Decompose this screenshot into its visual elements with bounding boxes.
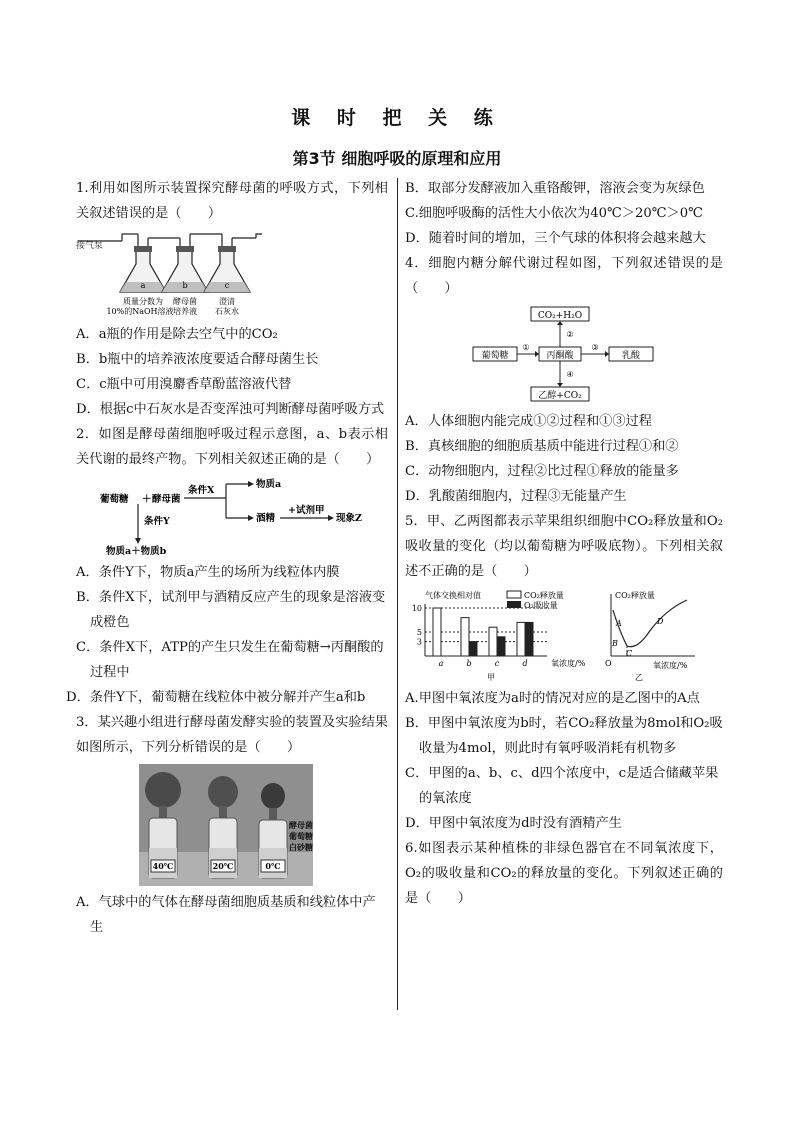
column-divider: [397, 178, 398, 1010]
q6-stem: 6.如图表示某种植株的非绿色器官在不同氧浓度下，O₂的吸收量和CO₂的释放量的变化。下列叙述正确的是（ ）: [405, 841, 723, 906]
bar-co2: [461, 618, 469, 656]
flask-a-label: a: [140, 281, 146, 290]
q2-glucose: 葡萄糖: [100, 494, 129, 505]
process-4: ④: [566, 370, 574, 379]
q2-condition-x: 条件X: [188, 485, 215, 496]
flask-a-caption-1: 质量分数为: [123, 297, 163, 306]
q2-plus: ＋: [142, 494, 152, 505]
q3-option-d: D．随着时间的增加，三个气球的体积将会越来越大: [405, 231, 706, 246]
chart-yi-name: 乙: [635, 673, 643, 682]
pump-label: 接气泵: [76, 241, 104, 251]
left-column: [66, 176, 388, 940]
q4-option-b: B．真核细胞的细胞质基质中能进行过程①和②: [405, 439, 679, 454]
ethanol-box: 乙醇+CO₂: [538, 391, 582, 401]
q2-option-c: C．条件X下，ATP的产生只发生在葡萄糖→丙酮酸的过程中: [76, 640, 384, 680]
bar-co2: [433, 608, 441, 656]
flask-c-label: c: [224, 281, 230, 290]
flask-a-caption-2: 10%的NaOH溶液: [106, 307, 174, 316]
q2-stem: 2．如图是酵母菌细胞呼吸过程示意图，a、b表示相关代谢的最终产物。下列相关叙述正确的是（ ）: [76, 427, 388, 467]
q2-option-d: D．条件Y下，葡萄糖在线粒体中被分解并产生a和b: [66, 690, 366, 705]
flask-b-caption-2: 培养液: [173, 307, 197, 316]
chart-jia-ylabel: 气体交换相对值: [425, 591, 481, 600]
legend-o2: O₂吸收量: [524, 601, 558, 610]
flask-b-label: b: [182, 281, 188, 290]
q1-stem: 1.利用如图所示装置探究酵母菌的呼吸方式，下列相关叙述错误的是（ ）: [76, 181, 388, 221]
q2-yeast: 酵母菌: [152, 494, 181, 505]
section-title: 第3节 细胞呼吸的原理和应用: [292, 149, 502, 168]
q5-option-c: C．甲图的a、b、c、d四个浓度中，c是适合储藏苹果的氧浓度: [405, 766, 719, 806]
q5-charts: [405, 586, 723, 684]
bar-o2: [469, 642, 477, 656]
q3-option-a: A．气球中的气体在酵母菌细胞质基质和线粒体中产生: [76, 895, 376, 935]
flask-c-caption-1: 澄清: [219, 297, 235, 306]
flask-c-caption-2: 石灰水: [215, 307, 239, 316]
category-label: b: [466, 659, 472, 668]
temp-0: 0℃: [265, 861, 281, 871]
point-c: C: [626, 649, 633, 658]
q4-option-c: C．动物细胞内，过程②比过程①释放的能量多: [405, 464, 679, 479]
q2-substances-ab: 物质a＋物质b: [106, 546, 167, 557]
bar-o2: [525, 622, 533, 656]
chart-jia-name: 甲: [487, 673, 495, 682]
q2-condition-y: 条件Y: [144, 516, 170, 527]
point-b: B: [612, 639, 618, 648]
bar-co2: [489, 627, 497, 656]
y-tick-label: 10: [411, 604, 422, 613]
category-label: a: [438, 659, 444, 668]
process-3: ③: [591, 343, 599, 352]
q3-stem: 3．某兴趣小组进行酵母菌发酵实验的装置及实验结果如图所示，下列分析错误的是（ ）: [76, 715, 388, 755]
chart-yi-curve: [613, 600, 687, 647]
temp-40: 40℃: [152, 861, 174, 871]
process-1: ①: [522, 343, 530, 352]
flask-b-caption-1: 酵母菌: [173, 297, 197, 306]
q3-option-b: B．取部分发酵液加入重铬酸钾，溶液会变为灰绿色: [405, 181, 705, 196]
q3-option-c: C.细胞呼吸酶的活性大小依次为40℃＞20℃＞0℃: [405, 206, 703, 221]
q2-option-a: A．条件Y下，物质a产生的场所为线粒体内膜: [76, 565, 340, 580]
q4-option-d: D．乳酸菌细胞内，过程③无能量产生: [405, 489, 627, 504]
q2-option-b: B．条件X下，试剂甲与酒精反应产生的现象是溶液变成橙色: [76, 590, 386, 630]
q3-fermentation-photo: [139, 764, 313, 886]
q1-option-b: B．b瓶中的培养液浓度要适合酵母菌生长: [76, 352, 319, 367]
q1-option-a: A．a瓶的作用是除去空气中的CO₂: [76, 327, 278, 342]
pyruvate-box: 丙酮酸: [546, 351, 574, 361]
q2-phenomenon: 现象Z: [336, 513, 362, 524]
q5-option-d: D．甲图中氧浓度为d时没有酒精产生: [405, 816, 622, 831]
chart-jia-categories: [439, 659, 528, 668]
q1-option-d: D．根据c中石灰水是否变浑浊可判断酵母菌呼吸方式: [76, 402, 385, 417]
q5-option-a: A.甲图中氧浓度为a时的情况对应的是乙图中的A点: [405, 691, 700, 706]
q2-alcohol: 酒精: [256, 513, 276, 524]
q5-option-b: B．甲图中氧浓度为b时，若CO₂释放量为8mol和O₂吸收量为4mol，则此时有氧呼吸消耗有机物多: [405, 716, 723, 756]
legend-co2: CO₂释放量: [524, 591, 564, 600]
point-a: A: [616, 619, 622, 628]
q4-metabolism-diagram: [405, 303, 723, 407]
y-tick-label: 5: [416, 628, 422, 637]
q5-stem: 5．甲、乙两图都表示苹果组织细胞中CO₂释放量和O₂吸收量的变化（均以葡萄糖为呼吸底物）。下列相关叙述不正确的是（ ）: [405, 514, 723, 579]
q2-respiration-diagram: [76, 474, 388, 558]
photo-label-sugar: 白砂糖: [289, 842, 313, 852]
bar-o2: [497, 637, 505, 656]
q4-stem: 4．细胞内糖分解代谢过程如图，下列叙述错误的是（ ）: [405, 256, 723, 296]
y-tick-label: 3: [416, 637, 422, 647]
point-d: D: [657, 617, 664, 626]
page-title: 课 时 把 关 练: [291, 107, 503, 129]
q2-reagent: +试剂甲: [288, 505, 325, 516]
q4-option-a: A．人体细胞内能完成①②过程和①③过程: [405, 414, 652, 429]
chart-yi-ylabel: CO₂释放量: [615, 591, 655, 600]
process-2: ②: [566, 330, 574, 339]
category-label: c: [494, 659, 500, 668]
q1-option-c: C．c瓶中可用溴麝香草酚蓝溶液代替: [76, 377, 292, 392]
chart-yi-xlabel: 氧浓度/%: [653, 661, 688, 670]
right-column: [405, 176, 723, 911]
bar-co2: [517, 622, 525, 656]
category-label: d: [522, 659, 528, 668]
co2-h2o-box: CO₂+H₂O: [537, 311, 583, 321]
photo-label-glucose: 葡萄糖: [289, 831, 313, 841]
q1-apparatus-figure: [76, 228, 388, 320]
glucose-box: 葡萄糖: [481, 351, 509, 361]
q2-substance-a: 物质a: [256, 479, 282, 490]
lactic-acid-box: 乳酸: [621, 351, 641, 361]
temp-20: 20℃: [212, 861, 234, 871]
chart-jia-xlabel: 氧浓度/%: [551, 659, 586, 668]
photo-label-yeast: 酵母菌: [289, 820, 313, 830]
chart-yi-origin: O: [605, 659, 612, 668]
